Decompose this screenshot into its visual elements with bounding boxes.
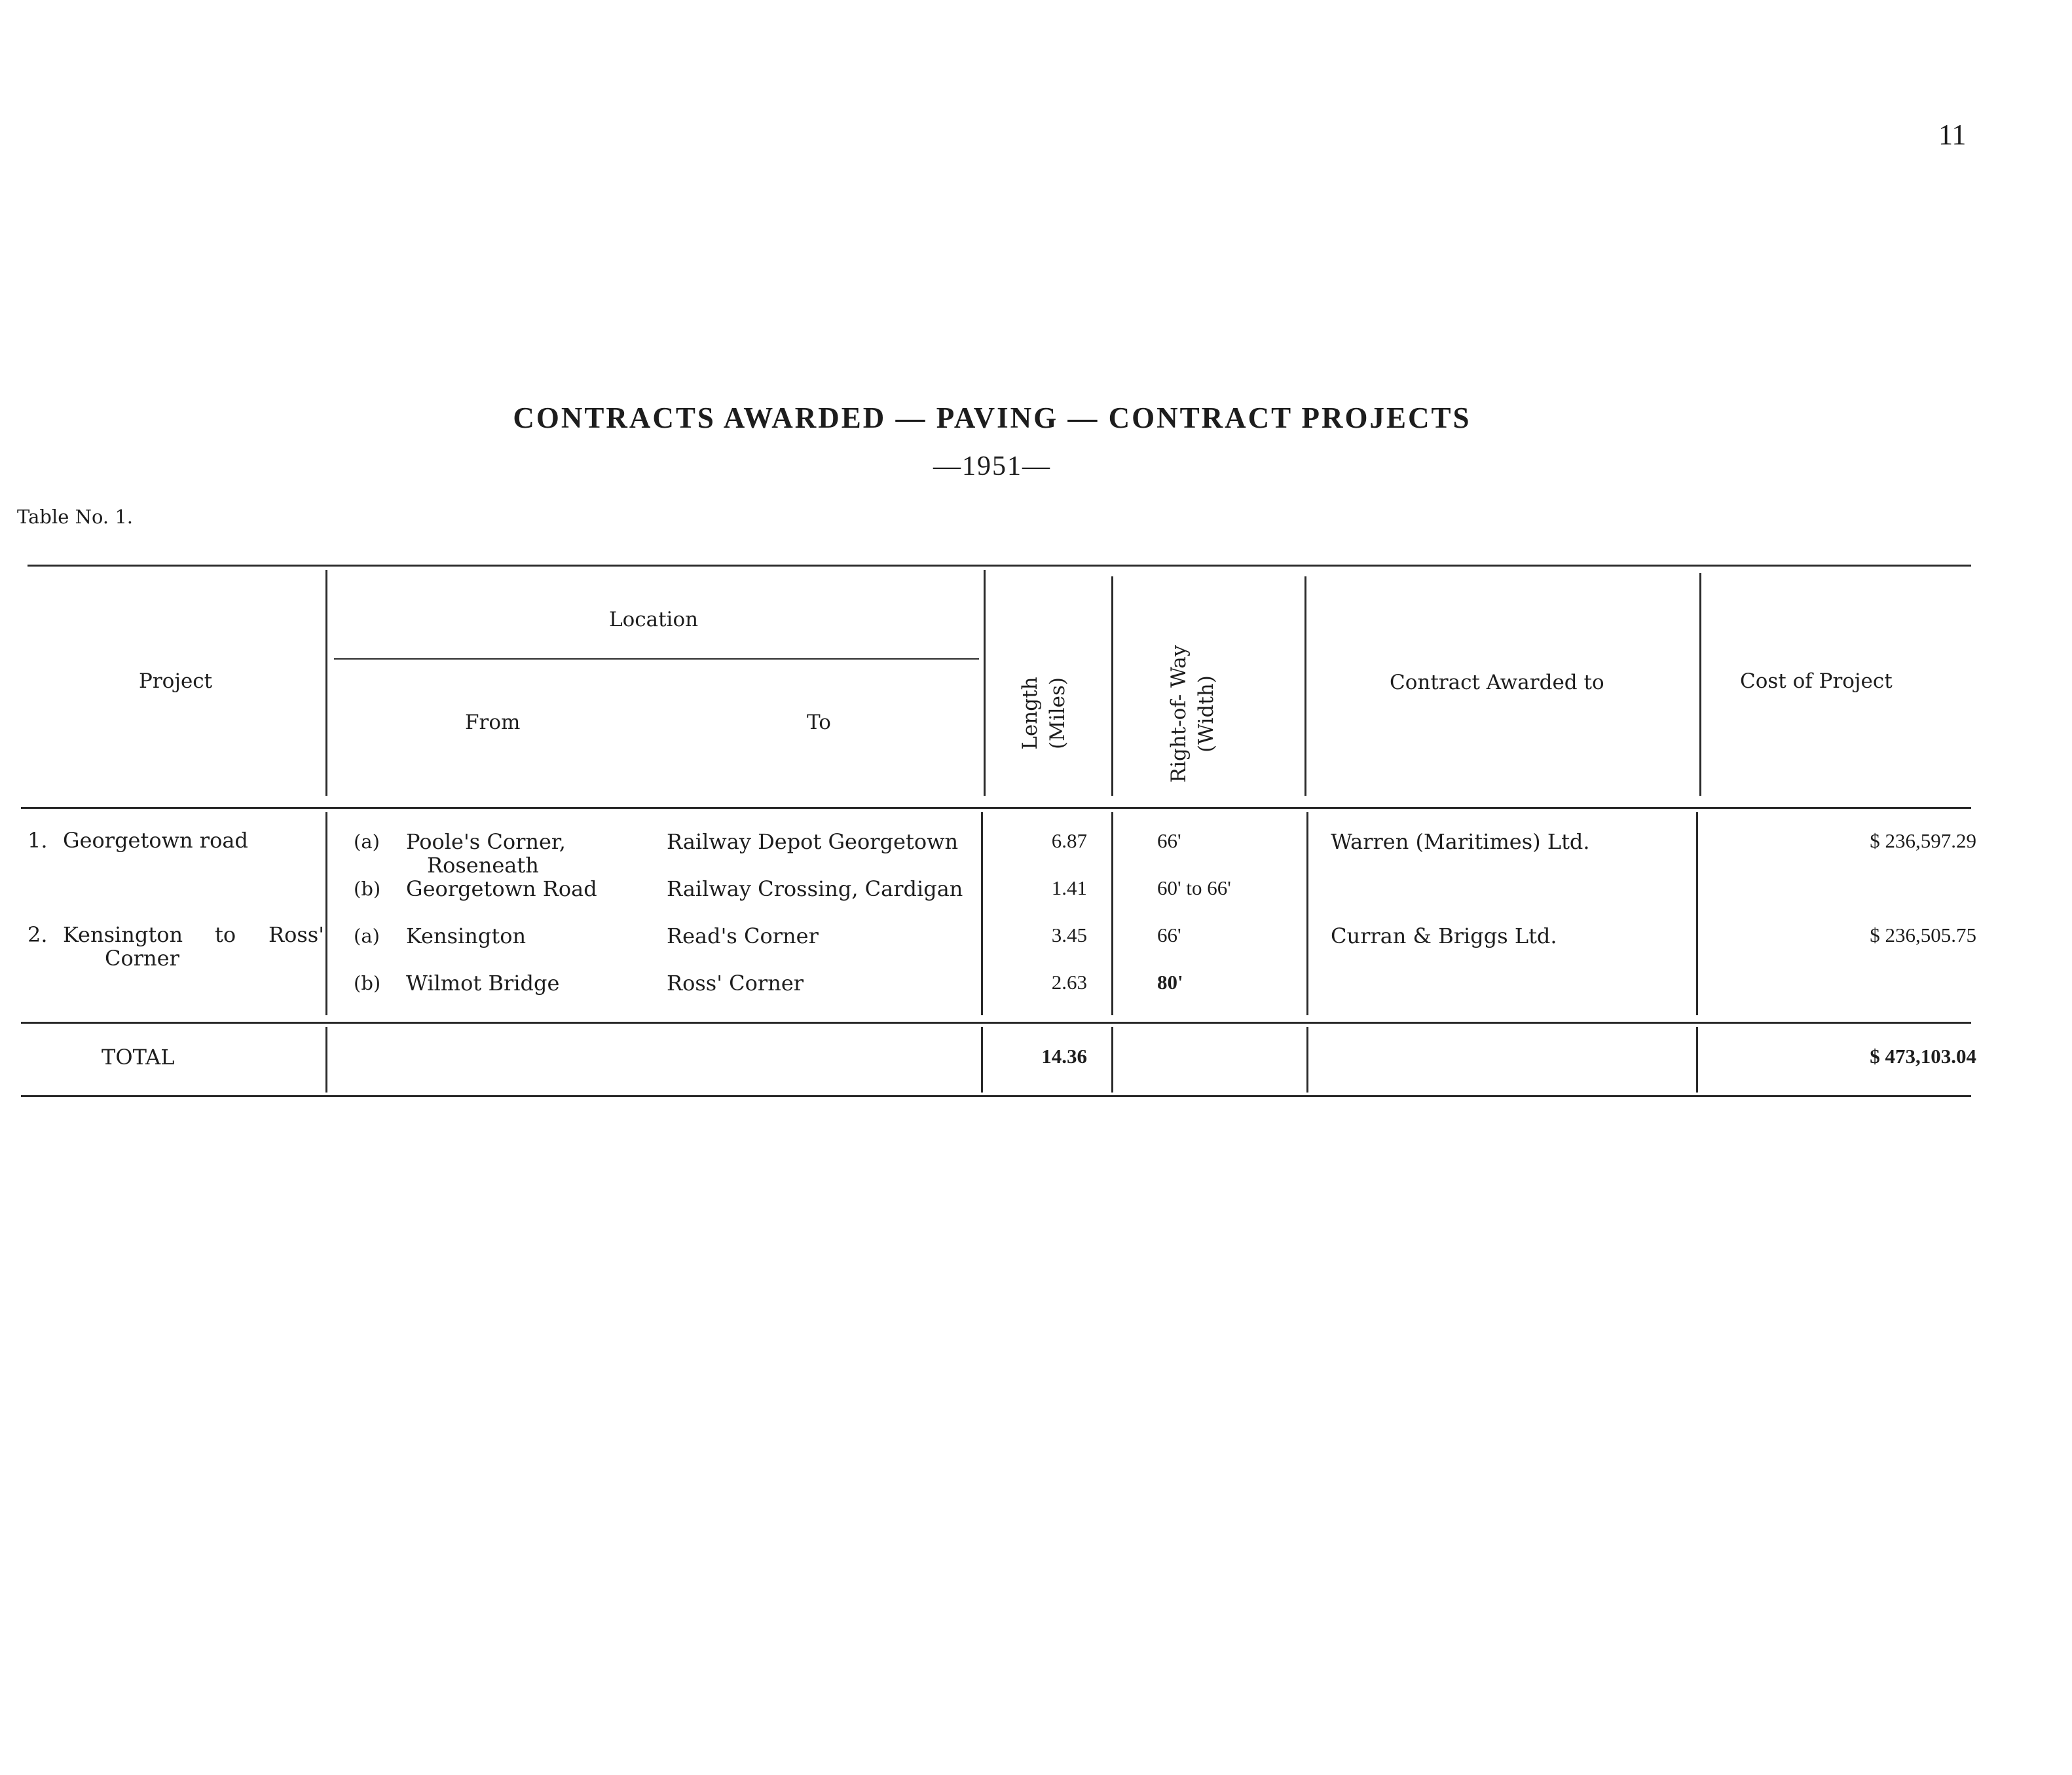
segment-row-width: 66' (1157, 829, 1181, 852)
segment-row-width: 60' to 66' (1157, 876, 1231, 899)
segment-label: (a) (354, 925, 380, 947)
project-name-line2: Corner (105, 946, 179, 971)
header-to: To (807, 711, 831, 734)
segment-from: Kensington (406, 924, 527, 948)
project-name: Ross' (268, 922, 324, 947)
segment-to: Railway Crossing, Cardigan (667, 876, 963, 901)
header-project: Project (139, 669, 213, 693)
segment-to: Read's Corner (667, 924, 819, 948)
project-number: 1. (28, 828, 48, 853)
total-length: 14.36 (1041, 1045, 1087, 1068)
segment-from: Poole's Corner, (406, 829, 566, 854)
segment-length: 1.41 (1051, 876, 1087, 899)
segment-length: 3.45 (1051, 924, 1087, 946)
contractor: Warren (Maritimes) Ltd. (1331, 829, 1590, 854)
header-cost: Cost of Project (1740, 669, 1893, 693)
page-number: 11 (1938, 119, 1967, 151)
total-cost: $ 473,103.04 (1870, 1045, 1976, 1068)
table-label: Table No. 1. (17, 506, 134, 528)
header-from: From (465, 711, 521, 734)
project-number: 2. (28, 922, 48, 947)
segment-label: (b) (354, 878, 381, 900)
header-contract: Contract Awarded to (1390, 671, 1604, 694)
segment-to: Ross' Corner (667, 971, 804, 996)
total-label: TOTAL (102, 1045, 175, 1070)
segment-from-line2: Roseneath (427, 853, 539, 878)
header-location: Location (609, 608, 699, 631)
page-title: CONTRACTS AWARDED — PAVING — CONTRACT PROJECTS (513, 402, 1471, 434)
segment-length: 2.63 (1051, 971, 1087, 994)
project-name: Kensington (63, 922, 183, 947)
segment-row-width: 66' (1157, 924, 1181, 946)
project-cost: $ 236,505.75 (1870, 924, 1976, 946)
header-right-of-way: Right-of- Way (Width) (1167, 645, 1218, 783)
project-cost: $ 236,597.29 (1870, 829, 1976, 852)
segment-label: (b) (354, 972, 381, 994)
segment-from: Georgetown Road (406, 876, 597, 901)
segment-label: (a) (354, 831, 380, 853)
header-length: Length (Miles) (1018, 677, 1069, 750)
project-name: to (215, 922, 236, 947)
segment-length: 6.87 (1051, 829, 1087, 852)
project-name: Georgetown road (63, 828, 248, 853)
segment-to: Railway Depot Georgetown (667, 829, 959, 854)
contractor: Curran & Briggs Ltd. (1331, 924, 1557, 948)
year-subtitle: —1951— (933, 451, 1051, 481)
segment-row-width: 80' (1157, 971, 1183, 994)
segment-from: Wilmot Bridge (406, 971, 560, 996)
